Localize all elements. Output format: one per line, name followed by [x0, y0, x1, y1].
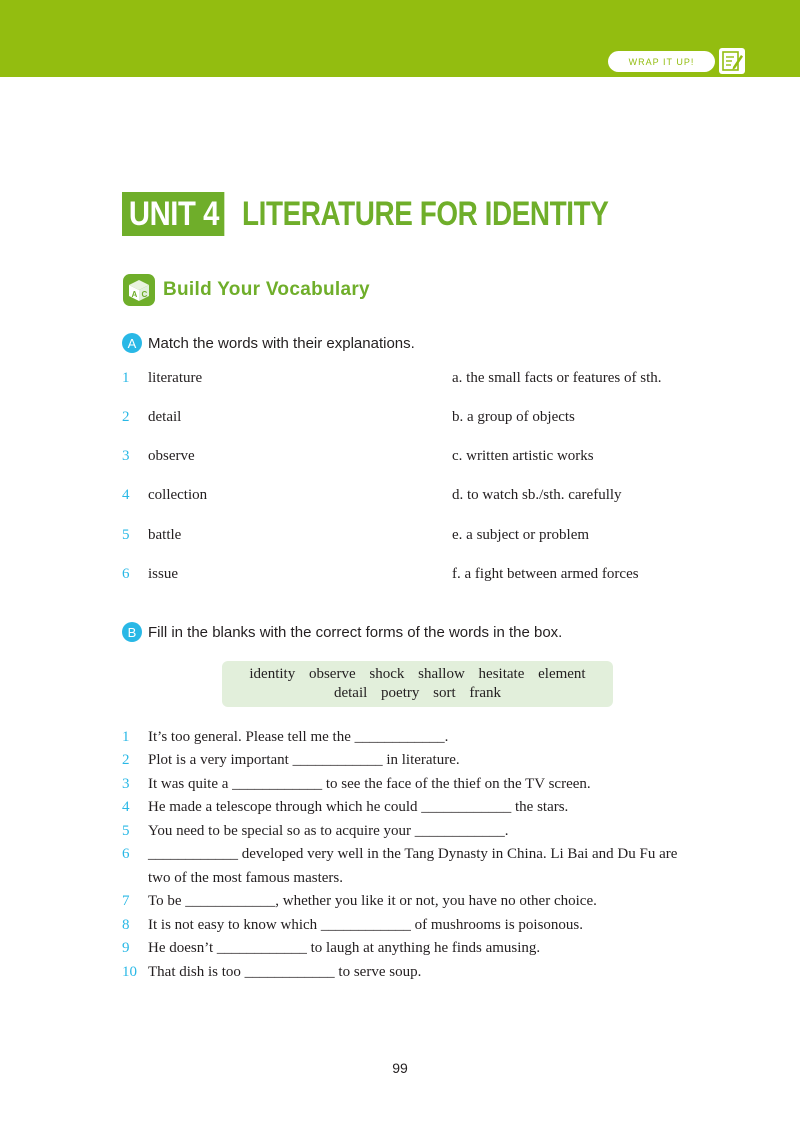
- vocab-word: literature: [148, 370, 203, 386]
- box-word: detail: [333, 685, 368, 701]
- vocab-definition: c. written artistic works: [452, 448, 594, 464]
- svg-text:A: A: [131, 290, 138, 299]
- unit-name: LITERATURE FOR IDENTITY: [242, 195, 609, 233]
- sentence-text: It’s too general. Please tell me the ____________.: [148, 729, 449, 745]
- item-number: 2: [122, 409, 130, 425]
- page-number: 99: [392, 1060, 408, 1076]
- vocab-definition: d. to watch sb./sth. carefully: [452, 487, 622, 503]
- item-number: 8: [122, 917, 130, 933]
- vocab-definition: b. a group of objects: [452, 409, 575, 425]
- item-number: 5: [122, 527, 130, 543]
- box-word: frank: [469, 685, 502, 701]
- vocabulary-heading: [122, 273, 370, 307]
- sentence-text: That dish is too ____________ to serve soup.: [148, 964, 422, 980]
- box-word: shallow: [418, 666, 465, 682]
- sentence-text: To be ____________, whether you like it or not, you have no other choice.: [148, 893, 597, 909]
- sentence-text: Plot is a very important ____________ in literature.: [148, 752, 460, 768]
- sentence-text: ____________ developed very well in the Tang Dynasty in China. Li Bai and Du Fu are: [148, 846, 678, 862]
- sentence-text: He made a telescope through which he could ____________ the stars.: [148, 799, 569, 815]
- vocab-definition: e. a subject or problem: [452, 527, 590, 543]
- vocabulary-title: Build Your Vocabulary: [163, 279, 370, 300]
- notebook-pencil-icon: [718, 47, 746, 75]
- item-number: 3: [122, 776, 130, 792]
- box-word: sort: [433, 685, 456, 701]
- item-number: 3: [122, 448, 130, 464]
- box-word: shock: [369, 666, 405, 682]
- box-word: element: [538, 666, 586, 682]
- vocab-word: issue: [148, 566, 178, 582]
- item-number: 6: [122, 566, 130, 582]
- item-number: 9: [122, 940, 130, 956]
- sentence-continuation: two of the most famous masters.: [148, 870, 343, 886]
- abc-blocks-icon: [122, 273, 156, 307]
- wrap-it-up-badge: WRAP IT UP!: [608, 51, 715, 72]
- item-number: 4: [122, 487, 130, 503]
- vocab-definition: f. a fight between armed forces: [452, 566, 639, 582]
- item-number: 7: [122, 893, 130, 909]
- vocab-word: observe: [148, 448, 195, 464]
- word-box: [222, 661, 613, 707]
- box-word: identity: [249, 666, 296, 682]
- unit-label: UNIT 4: [122, 192, 224, 236]
- item-number: 1: [122, 729, 130, 745]
- box-word: poetry: [381, 685, 420, 701]
- item-number: 10: [122, 964, 137, 980]
- svg-text:C: C: [141, 290, 148, 299]
- unit-title: [122, 192, 609, 236]
- sentence-text: You need to be special so as to acquire your ____________.: [148, 823, 509, 839]
- section-b-instruction: Fill in the blanks with the correct forms of the words in the box.: [148, 623, 563, 641]
- vocab-word: collection: [148, 487, 208, 503]
- section-a-marker: A: [122, 333, 142, 353]
- item-number: 4: [122, 799, 130, 815]
- box-word: hesitate: [478, 666, 525, 682]
- section-a-instruction: Match the words with their explanations.: [148, 334, 415, 352]
- vocab-word: detail: [148, 409, 182, 425]
- item-number: 5: [122, 823, 130, 839]
- vocab-word: battle: [148, 527, 182, 543]
- item-number: 2: [122, 752, 130, 768]
- section-b-heading: [122, 622, 562, 642]
- box-word: observe: [308, 666, 356, 682]
- sentence-text: He doesn’t ____________ to laugh at anything he finds amusing.: [148, 940, 541, 956]
- vocab-definition: a. the small facts or features of sth.: [452, 370, 662, 386]
- section-b-marker: B: [122, 622, 142, 642]
- sentence-text: It is not easy to know which ____________ of mushrooms is poisonous.: [148, 917, 583, 933]
- sentence-text: It was quite a ____________ to see the face of the thief on the TV screen.: [148, 776, 591, 792]
- section-a-heading: [122, 333, 415, 353]
- item-number: 6: [122, 846, 130, 862]
- item-number: 1: [122, 370, 130, 386]
